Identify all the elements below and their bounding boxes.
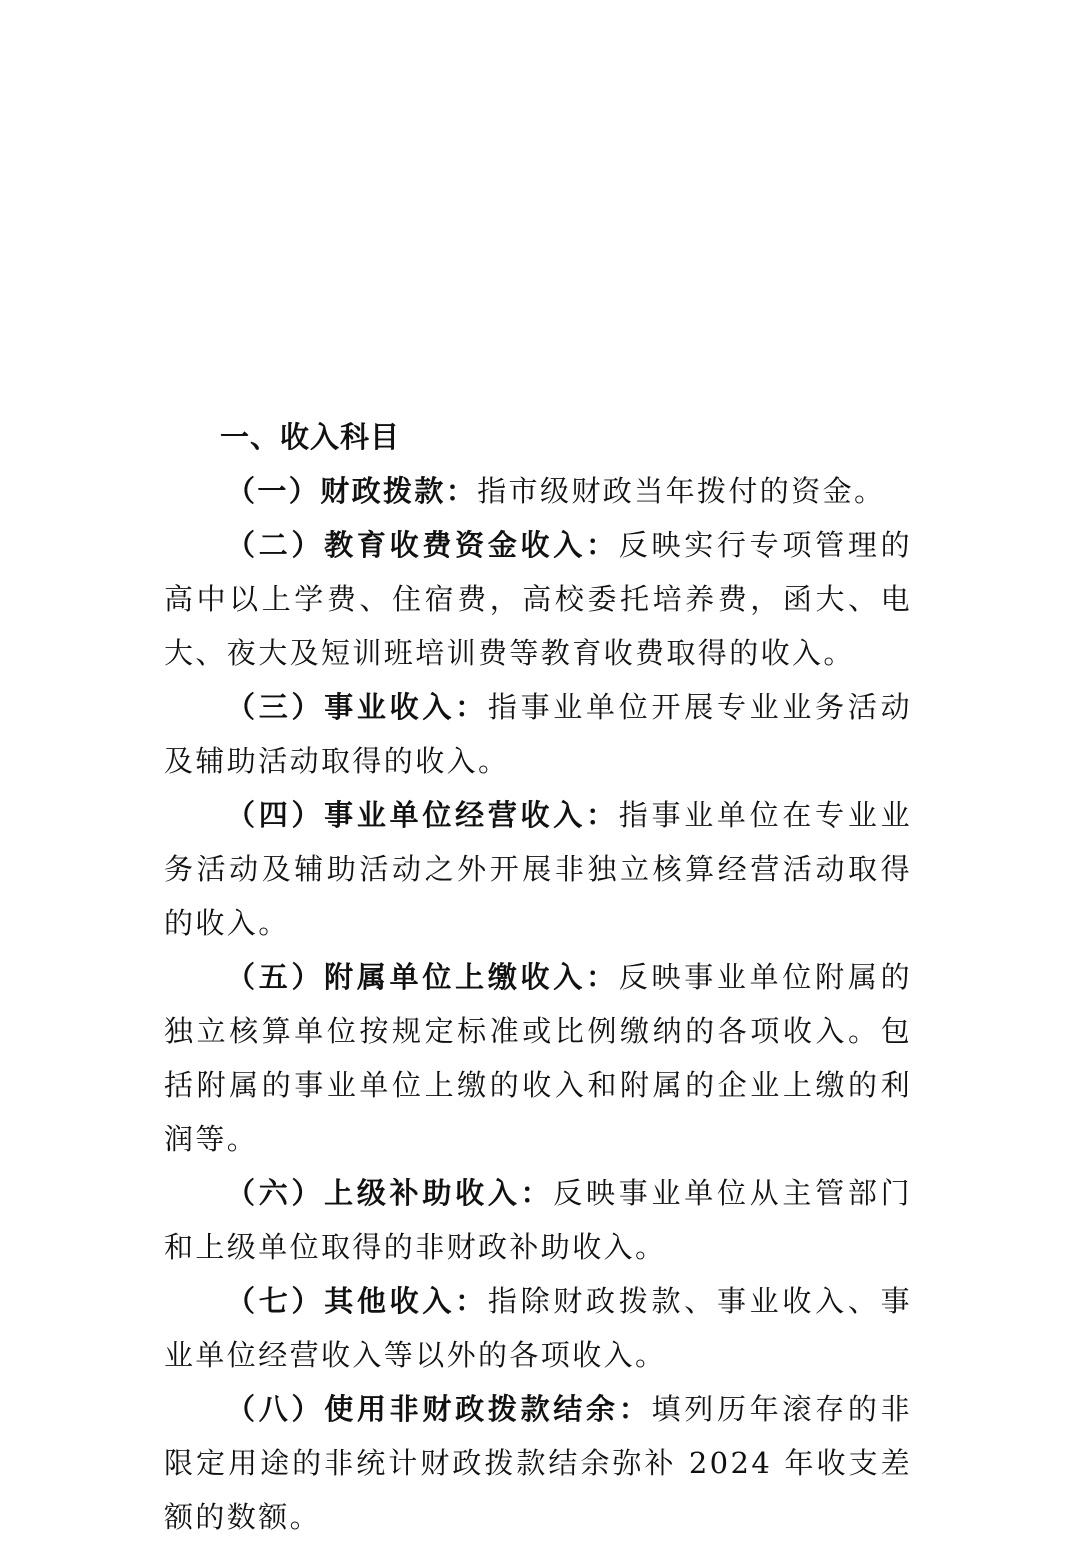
paragraph-superior-subsidy-income (164, 1166, 912, 1274)
paragraph-label: （七）其他收入： (226, 1284, 488, 1318)
paragraph-text: 指市级财政当年拨付的资金。 (477, 474, 886, 508)
paragraph-label: （一）财政拨款： (226, 474, 478, 508)
paragraph-affiliated-unit-income (164, 950, 912, 1166)
paragraph-education-fee-income (164, 518, 912, 680)
paragraph-label: （二）教育收费资金收入： (226, 528, 619, 562)
paragraph-label: （八）使用非财政拨款结余： (226, 1392, 652, 1426)
paragraph-text: 指事业单位在专业业务活动及辅助活动之外开展非独立核算经营活动取得的收入。 (164, 798, 912, 940)
paragraph-label: （五）附属单位上缴收入： (226, 960, 619, 994)
paragraph-operating-income (164, 788, 912, 950)
paragraph-label: （三）事业收入： (226, 690, 488, 724)
paragraph-label: （四）事业单位经营收入： (226, 798, 619, 832)
paragraph-text: 反映事业单位从主管部门和上级单位取得的非财政补助收入。 (164, 1176, 912, 1264)
section-heading: 一、收入科目 (220, 420, 401, 454)
paragraph-text: 反映事业单位附属的独立核算单位按规定标准或比例缴纳的各项收入。包括附属的事业单位上缴的收入和附属的企业上缴的利润等。 (164, 960, 912, 1156)
paragraph-label: （六）上级补助收入： (226, 1176, 554, 1210)
paragraph-text: 指除财政拨款、事业收入、事业单位经营收入等以外的各项收入。 (164, 1284, 913, 1372)
paragraph-fiscal-appropriation (164, 464, 912, 518)
paragraph-text: 反映实行专项管理的高中以上学费、住宿费，高校委托培养费，函大、电大、夜大及短训班培训费等教育收费取得的收入。 (164, 528, 912, 670)
paragraph-other-income (164, 1274, 912, 1382)
paragraph-text: 填列历年滚存的非限定用途的非统计财政拨款结余弥补 2024 年收支差额的数额。 (164, 1392, 913, 1534)
paragraph-text: 指事业单位开展专业业务活动及辅助活动取得的收入。 (164, 690, 913, 778)
paragraph-business-income (164, 680, 912, 788)
document-body (164, 410, 912, 1544)
